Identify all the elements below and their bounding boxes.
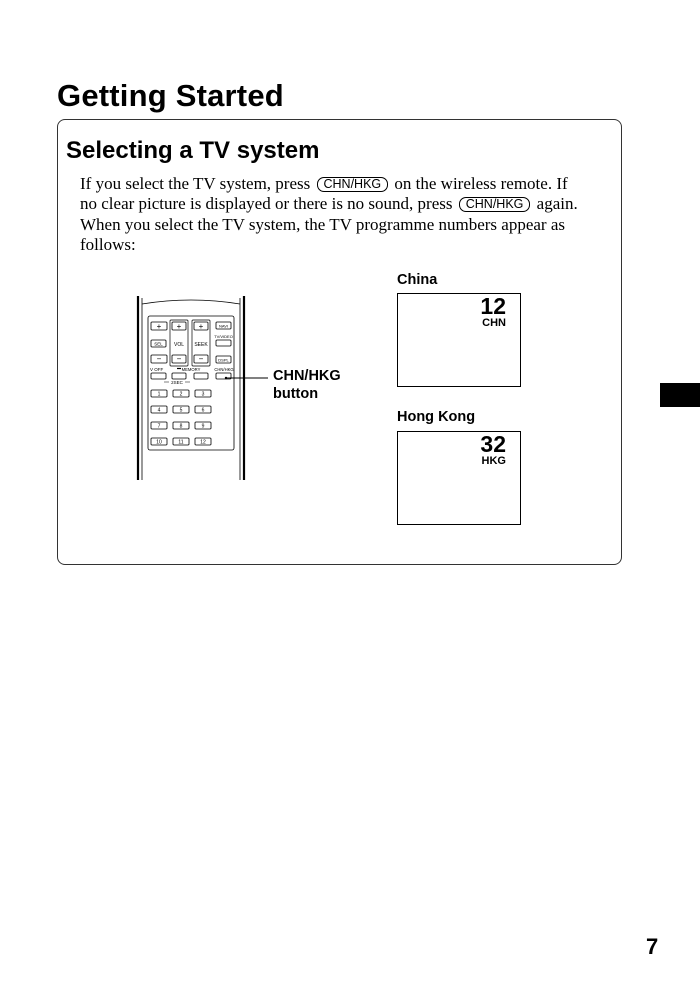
page-number: 7 xyxy=(646,934,659,959)
tv-screen-hong-kong xyxy=(397,431,521,525)
chn-hkg-callout xyxy=(273,367,341,403)
callout-line2: button xyxy=(273,386,319,402)
channel-system: CHN xyxy=(482,317,506,329)
body-text-part1: If you select the TV system, press xyxy=(80,174,311,193)
channel-number: 12 xyxy=(480,293,506,319)
tv-screen-china xyxy=(397,293,521,387)
region-label-china: China xyxy=(397,272,438,288)
number-key-label: 4 xyxy=(157,407,161,414)
number-key-label: 3 xyxy=(201,391,205,398)
seek-label: SEEK xyxy=(194,342,208,348)
page-title: Getting Started xyxy=(57,78,284,113)
callout-line1: CHN/HKG xyxy=(273,368,341,384)
number-key-label: 12 xyxy=(200,439,206,446)
number-key-label: 7 xyxy=(157,423,161,430)
plus-glyph: + xyxy=(176,322,182,331)
minus-glyph: − xyxy=(176,354,182,364)
v-off-label: V OFF xyxy=(150,367,164,372)
memory-label: MEMORY xyxy=(181,367,201,372)
two-sec-label: 2SEC xyxy=(171,379,183,385)
number-key-label: 8 xyxy=(179,423,183,430)
dspl-label: DSPL xyxy=(218,357,229,363)
section-tab-marker xyxy=(660,383,700,407)
tv-video-label: TV/VIDEO xyxy=(214,334,233,339)
number-key-label: 1 xyxy=(157,391,161,398)
section-heading: Selecting a TV system xyxy=(66,137,320,164)
number-key-label: 5 xyxy=(179,407,183,414)
navi-label: NAVI xyxy=(218,323,229,329)
number-key-label: 10 xyxy=(156,439,162,446)
number-key-label: 9 xyxy=(201,423,205,430)
region-label-hong-kong: Hong Kong xyxy=(397,409,476,425)
plus-glyph: + xyxy=(198,322,204,331)
chn-hkg-label: CHN/HKG xyxy=(214,367,234,372)
minus-glyph: − xyxy=(156,354,162,364)
vol-label: VOL xyxy=(173,342,185,348)
number-key-label: 6 xyxy=(201,407,205,414)
number-key-label: 2 xyxy=(179,391,183,398)
channel-system: HKG xyxy=(481,455,506,467)
channel-number: 32 xyxy=(480,431,506,457)
chn-hkg-key-inline: CHN/HKG xyxy=(317,177,389,192)
number-key-label: 11 xyxy=(178,439,184,446)
plus-glyph: + xyxy=(156,322,162,331)
sel-label: SEL xyxy=(154,341,163,347)
chn-hkg-key-inline: CHN/HKG xyxy=(459,197,531,212)
body-text-part3: again. When you select the TV system, the TV programme numbers appear as follows: xyxy=(80,194,578,255)
minus-glyph: − xyxy=(198,354,204,364)
body-text-part2: on the wireless remote. If no clear picture is displayed or there is no sound, press xyxy=(80,174,568,214)
